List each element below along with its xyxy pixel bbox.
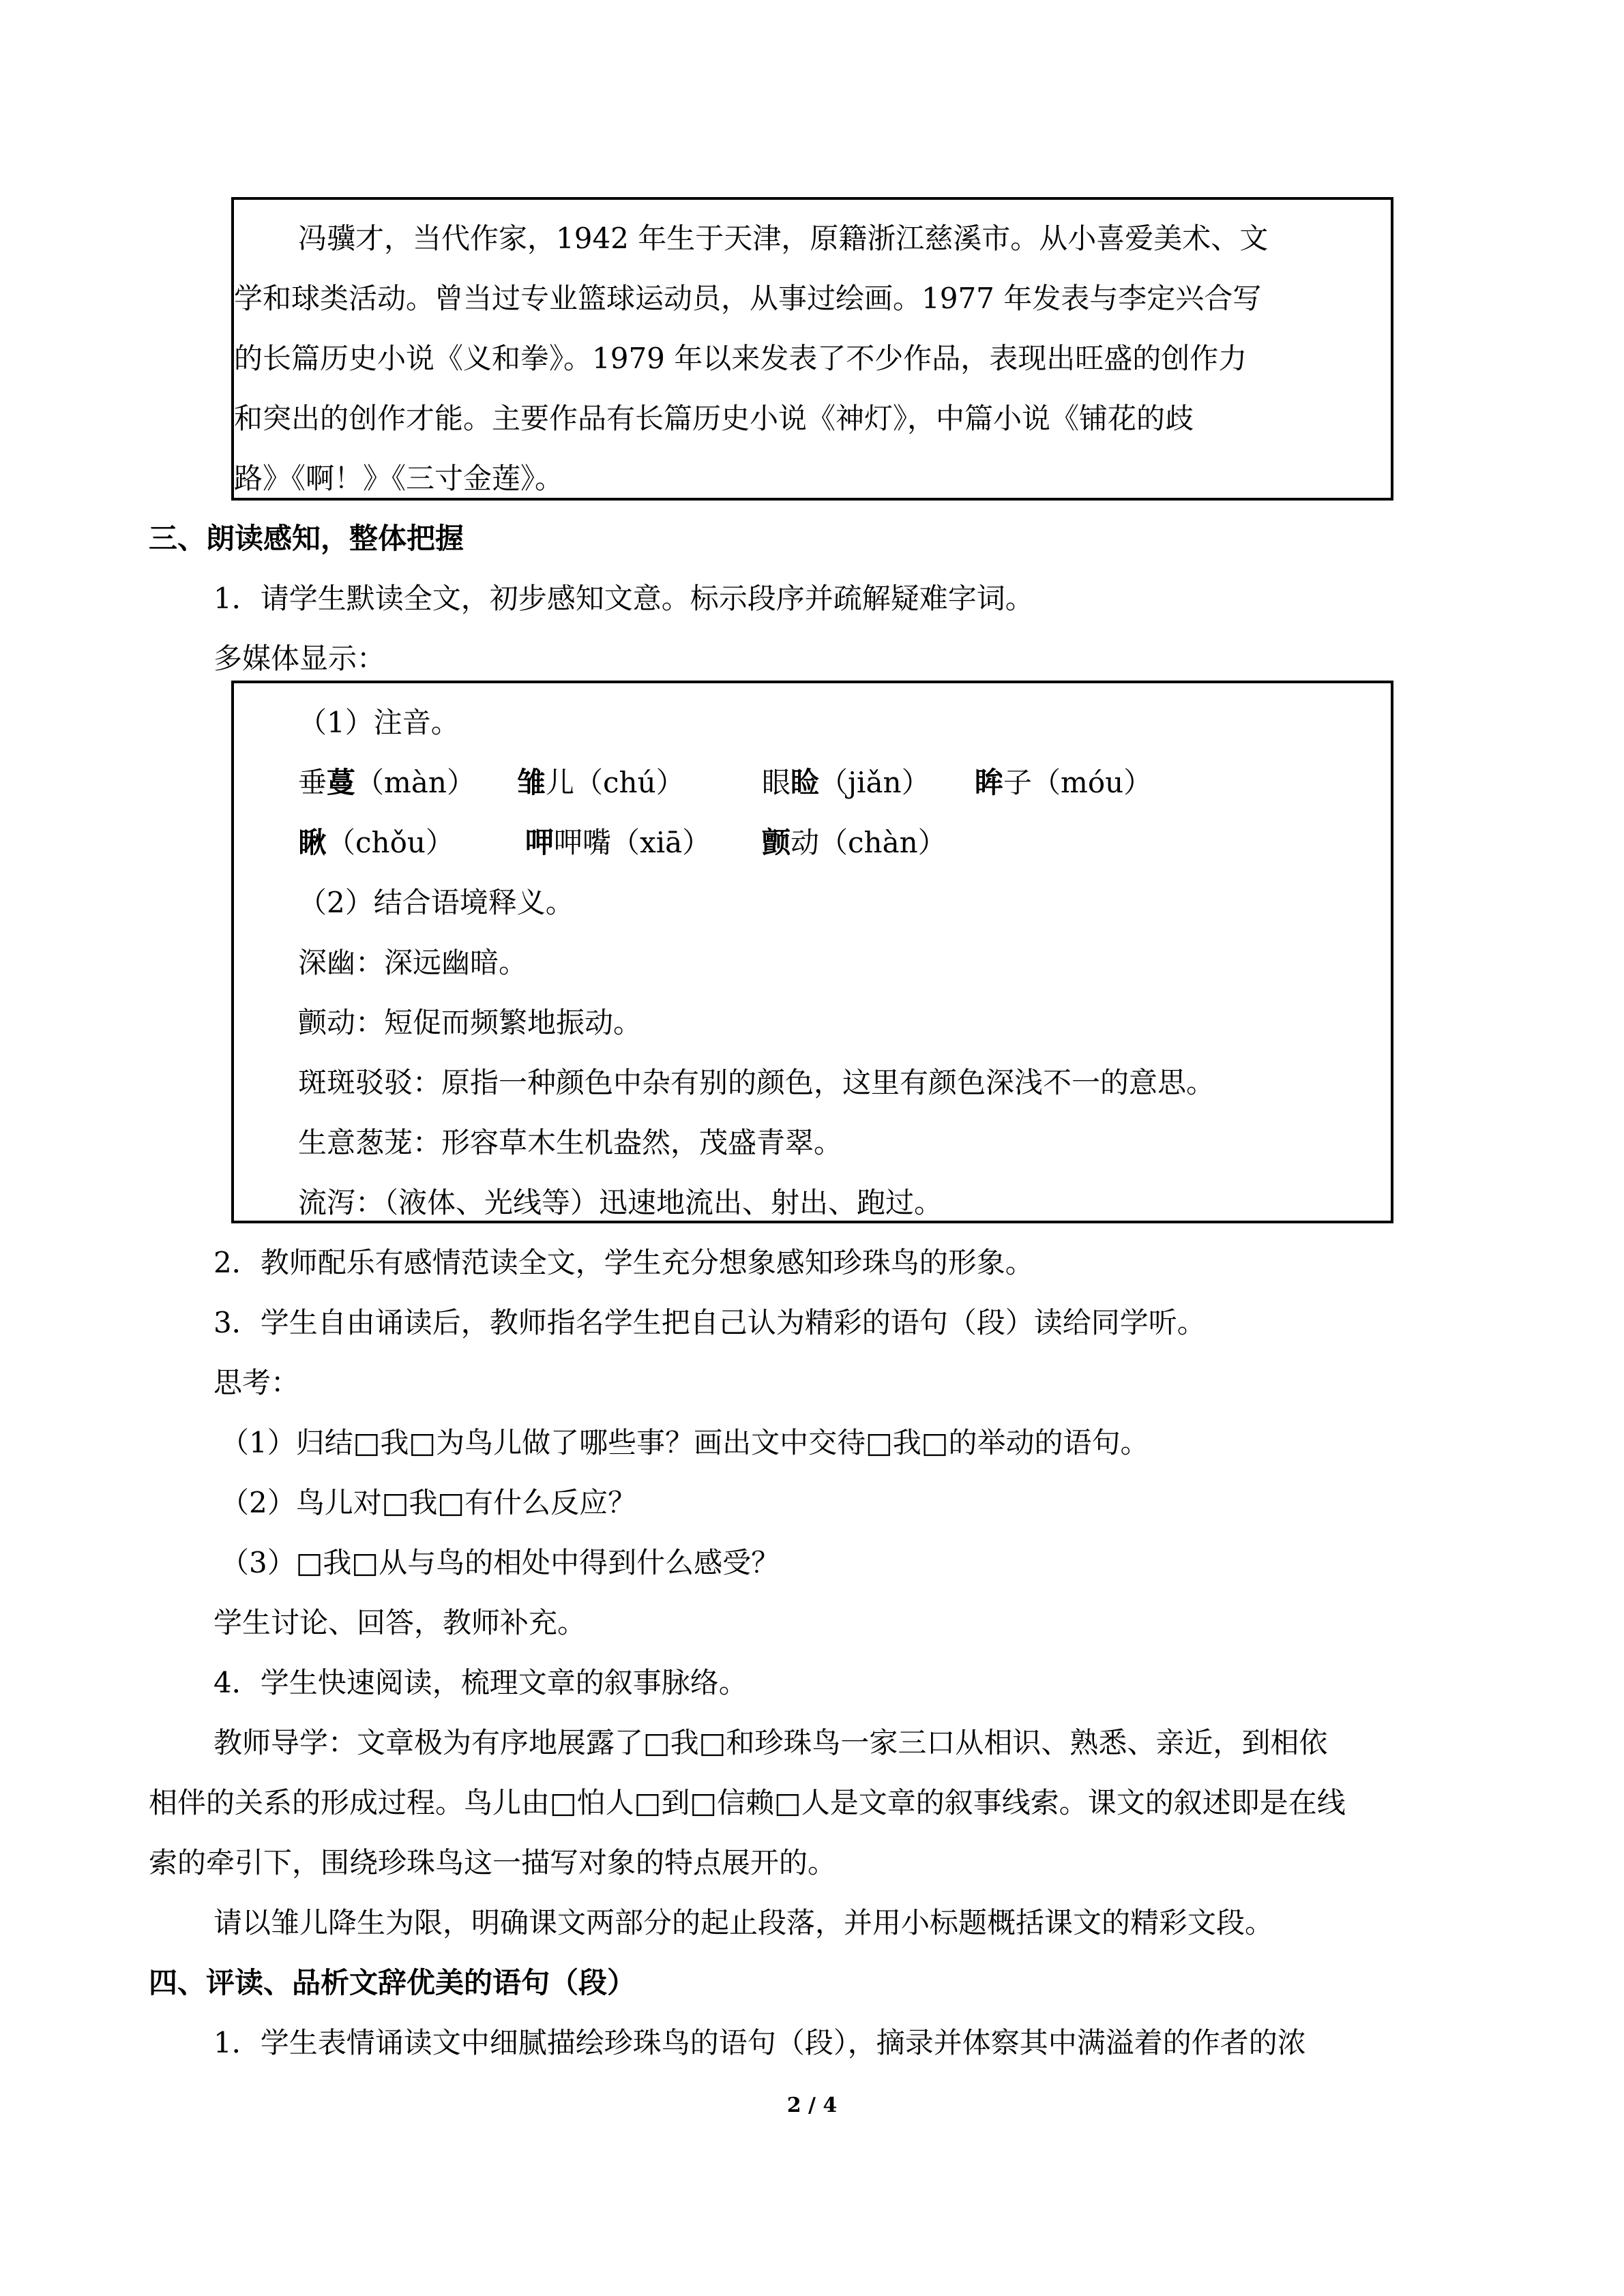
bio-line: 和突出的创作才能。主要作品有长篇历史小说《神灯》，中篇小说《铺花的歧 (234, 402, 1194, 435)
section-heading-4: 四、评读、品析文辞优美的语句（段） (149, 1966, 636, 1999)
pinyin-item: 呷呷嘴（xiā） (525, 826, 711, 859)
step-text: 3．学生自由诵读后，教师指名学生把自己认为精彩的语句（段）读给同学听。 (213, 1306, 1206, 1339)
pinyin-title: （1）注音。 (298, 706, 460, 739)
step-text: 2．教师配乐有感情范读全文，学生充分想象感知珍珠鸟的形象。 (213, 1246, 1034, 1279)
question-item: （1）归结□我□为鸟儿做了哪些事？画出文中交待□我□的举动的语句。 (220, 1426, 1149, 1459)
section-heading-3: 三、朗读感知，整体把握 (149, 522, 464, 555)
pinyin-item: 垂蔓（màn） (298, 766, 475, 799)
guide-line: 索的牵引下，围绕珍珠鸟这一描写对象的特点展开的。 (149, 1846, 837, 1879)
bio-line: 冯骥才，当代作家，1942 年生于天津，原籍浙江慈溪市。从小喜爱美术、文 (298, 222, 1269, 255)
guide-line: 教师导学：文章极为有序地展露了□我□和珍珠鸟一家三口从相识、熟悉、亲近，到相依 (213, 1726, 1328, 1759)
discussion-text: 学生讨论、回答，教师补充。 (213, 1606, 587, 1639)
pinyin-item: 颤动（chàn） (762, 826, 947, 859)
media-label: 多媒体显示： (213, 642, 386, 675)
task-text: 请以雏儿降生为限，明确课文两部分的起止段落，并用小标题概括课文的精彩文段。 (213, 1906, 1274, 1939)
bio-line: 的长篇历史小说《义和拳》。1979 年以来发表了不少作品，表现出旺盛的创作力 (234, 342, 1247, 375)
definition-item: 流泻：（液体、光线等）迅速地流出、射出、跑过。 (298, 1186, 943, 1219)
question-item: （3）□我□从与鸟的相处中得到什么感受？ (220, 1546, 780, 1579)
step-text: 1．学生表情诵读文中细腻描绘珍珠鸟的语句（段），摘录并体察其中满溢着的作者的浓 (213, 2026, 1306, 2059)
definition-item: 颤动：短促而频繁地振动。 (298, 1006, 643, 1039)
definition-item: 生意葱茏：形容草木生机盎然，茂盛青翠。 (298, 1126, 843, 1159)
meaning-title: （2）结合语境释义。 (298, 886, 574, 919)
page-number: 2 / 4 (786, 2093, 838, 2117)
definition-item: 斑斑驳驳：原指一种颜色中杂有别的颜色，这里有颜色深浅不一的意思。 (298, 1066, 1215, 1099)
step-text: 1．请学生默读全文，初步感知文意。标示段序并疏解疑难字词。 (213, 582, 1034, 615)
guide-line: 相伴的关系的形成过程。鸟儿由□怕人□到□信赖□人是文章的叙事线索。课文的叙述即是在线 (149, 1786, 1346, 1819)
pinyin-item: 眼睑（jiǎn） (762, 766, 930, 799)
pinyin-item: 眸子（móu） (975, 766, 1153, 799)
bio-line: 学和球类活动。曾当过专业篮球运动员，从事过绘画。1977 年发表与李定兴合写 (234, 282, 1262, 315)
step-text: 4．学生快速阅读，梳理文章的叙事脉络。 (213, 1666, 748, 1699)
bio-line: 路》《啊！》《三寸金莲》。 (234, 462, 564, 495)
question-item: （2）鸟儿对□我□有什么反应？ (220, 1486, 637, 1519)
think-label: 思考： (213, 1366, 300, 1399)
pinyin-item: 瞅（chǒu） (298, 826, 454, 859)
definition-item: 深幽：深远幽暗。 (298, 946, 528, 979)
pinyin-item: 雏儿（chú） (517, 766, 685, 799)
